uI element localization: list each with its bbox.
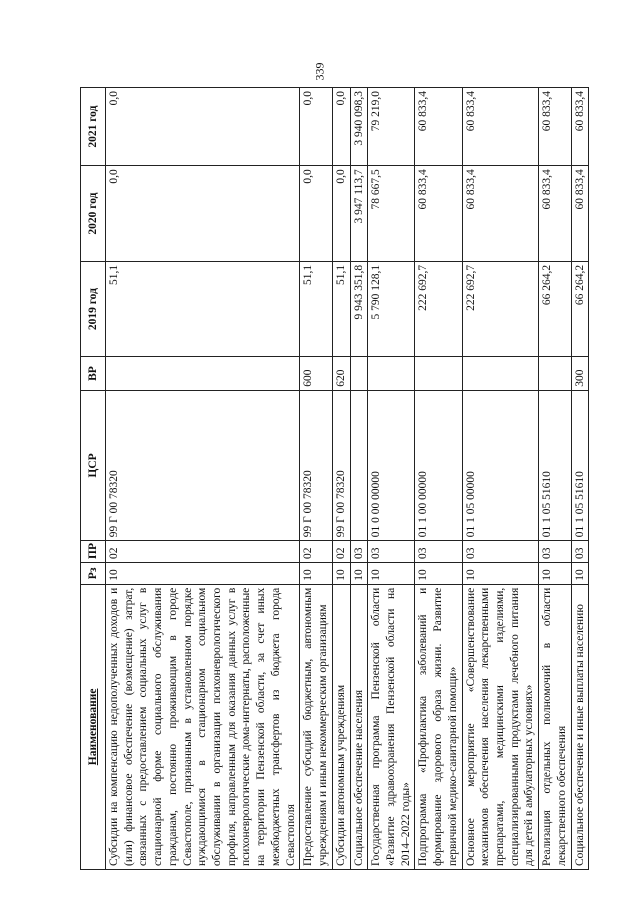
- header-2021: 2021 год: [81, 88, 106, 166]
- row-pr: 03: [571, 541, 589, 563]
- row-rz: 10: [539, 563, 571, 585]
- table-row: [106, 88, 300, 870]
- row-2019: 51,1: [332, 261, 350, 357]
- row-vr: [539, 357, 571, 390]
- row-2019: 51,1: [300, 261, 332, 357]
- row-pr: 02: [332, 541, 350, 563]
- row-2021: 0,0: [106, 88, 300, 166]
- row-rz: 10: [300, 563, 332, 585]
- row-rz: 10: [332, 563, 350, 585]
- row-pr: 03: [539, 541, 571, 563]
- row-vr: [106, 357, 300, 390]
- row-2021: 60 833,4: [539, 88, 571, 166]
- row-pr: 03: [350, 541, 368, 563]
- row-csr: 01 1 05 00000: [462, 390, 539, 541]
- row-2020: 3 947 113,7: [350, 166, 368, 262]
- row-pr: 02: [300, 541, 332, 563]
- row-2020: 60 833,4: [539, 166, 571, 262]
- row-rz: 10: [462, 563, 539, 585]
- row-rz: 10: [106, 563, 300, 585]
- row-name: Предоставление субсидий бюджетным, автономным учреждениям и иным некоммерческим организациям: [300, 584, 332, 869]
- table-row: [368, 88, 415, 870]
- budget-table-container: [80, 87, 620, 870]
- row-2019: 66 264,2: [571, 261, 589, 357]
- row-rz: 10: [571, 563, 589, 585]
- row-2021: 0,0: [332, 88, 350, 166]
- row-csr: 01 1 00 00000: [415, 390, 462, 541]
- row-vr: 600: [300, 357, 332, 390]
- row-vr: [350, 357, 368, 390]
- row-csr: 99 Г 00 78320: [300, 390, 332, 541]
- row-csr: 01 0 00 00000: [368, 390, 415, 541]
- row-2019: 5 790 128,1: [368, 261, 415, 357]
- row-pr: 03: [415, 541, 462, 563]
- row-pr: 03: [368, 541, 415, 563]
- row-2019: 66 264,2: [539, 261, 571, 357]
- row-name: Субсидии на компенсацию недополученных доходов и (или) финансовое обеспечение (возмещение) затрат, связанных с предоставлением социальных услуг в стационарной форме социального обслуживания гражданам, постоянно проживающим в городе Севастополе, признанным в установленном порядке нуждающимися в стационарном социальном обслуживании в организации психоневрологического профиля, направленным для оказания данных услуг в психоневрологические дома-интернаты, расположенные на территории Пензенской области, за счет иных межбюджетных трансфертов из бюджета города Севастополя: [106, 584, 300, 869]
- row-2019: 222 692,7: [462, 261, 539, 357]
- row-csr: [350, 390, 368, 541]
- table-row: [462, 88, 539, 870]
- table-row: [539, 88, 571, 870]
- row-2020: 0,0: [332, 166, 350, 262]
- row-2021: 60 833,4: [571, 88, 589, 166]
- row-2020: 0,0: [300, 166, 332, 262]
- row-2020: 60 833,4: [462, 166, 539, 262]
- row-name: Основное мероприятие «Совершенствование механизмов обеспечения населения лекарственными препаратами, медицинскими изделиями, специализированными продуктами лечебного питания для детей в амбулаторных условиях»: [462, 584, 539, 869]
- row-2020: 60 833,4: [415, 166, 462, 262]
- header-csr: ЦСР: [81, 390, 106, 541]
- row-name: Субсидии автономным учреждениям: [332, 584, 350, 869]
- table-row: [571, 88, 589, 870]
- row-pr: 03: [462, 541, 539, 563]
- table-row: [332, 88, 350, 870]
- budget-table: [80, 87, 589, 870]
- page-number: 339: [312, 62, 327, 81]
- row-2020: 0,0: [106, 166, 300, 262]
- row-vr: [368, 357, 415, 390]
- row-2019: 51,1: [106, 261, 300, 357]
- row-2021: 3 940 098,3: [350, 88, 368, 166]
- header-2019: 2019 год: [81, 261, 106, 357]
- row-name: Государственная программа Пензенской области «Развитие здравоохранения Пензенской области на 2014–2022 годы»: [368, 584, 415, 869]
- row-csr: 01 1 05 51610: [571, 390, 589, 541]
- row-vr: [462, 357, 539, 390]
- row-vr: 620: [332, 357, 350, 390]
- row-name: Социальное обеспечение населения: [350, 584, 368, 869]
- header-2020: 2020 год: [81, 166, 106, 262]
- row-2021: 60 833,4: [415, 88, 462, 166]
- row-rz: 10: [368, 563, 415, 585]
- table-row: [300, 88, 332, 870]
- header-rz: Рз: [81, 563, 106, 585]
- table-row: [415, 88, 462, 870]
- row-2021: 60 833,4: [462, 88, 539, 166]
- row-csr: 99 Г 00 78320: [332, 390, 350, 541]
- row-name: Подпрограмма «Профилактика заболеваний и формирование здорового образа жизни. Развитие первичной медико-санитарной помощи»: [415, 584, 462, 869]
- row-csr: 01 1 05 51610: [539, 390, 571, 541]
- row-pr: 02: [106, 541, 300, 563]
- row-rz: 10: [350, 563, 368, 585]
- row-rz: 10: [415, 563, 462, 585]
- row-2021: 79 219,0: [368, 88, 415, 166]
- row-vr: 300: [571, 357, 589, 390]
- row-2019: 222 692,7: [415, 261, 462, 357]
- table-header-row: [81, 88, 106, 870]
- row-csr: 99 Г 00 78320: [106, 390, 300, 541]
- header-pr: ПР: [81, 541, 106, 563]
- row-2020: 60 833,4: [571, 166, 589, 262]
- header-name: Наименование: [81, 584, 106, 869]
- row-vr: [415, 357, 462, 390]
- table-row: [350, 88, 368, 870]
- row-2019: 9 943 351,8: [350, 261, 368, 357]
- row-2020: 78 667,5: [368, 166, 415, 262]
- row-name: Социальное обеспечение и иные выплаты населению: [571, 584, 589, 869]
- row-2021: 0,0: [300, 88, 332, 166]
- row-name: Реализация отдельных полномочий в области лекарственного обеспечения: [539, 584, 571, 869]
- header-vr: ВР: [81, 357, 106, 390]
